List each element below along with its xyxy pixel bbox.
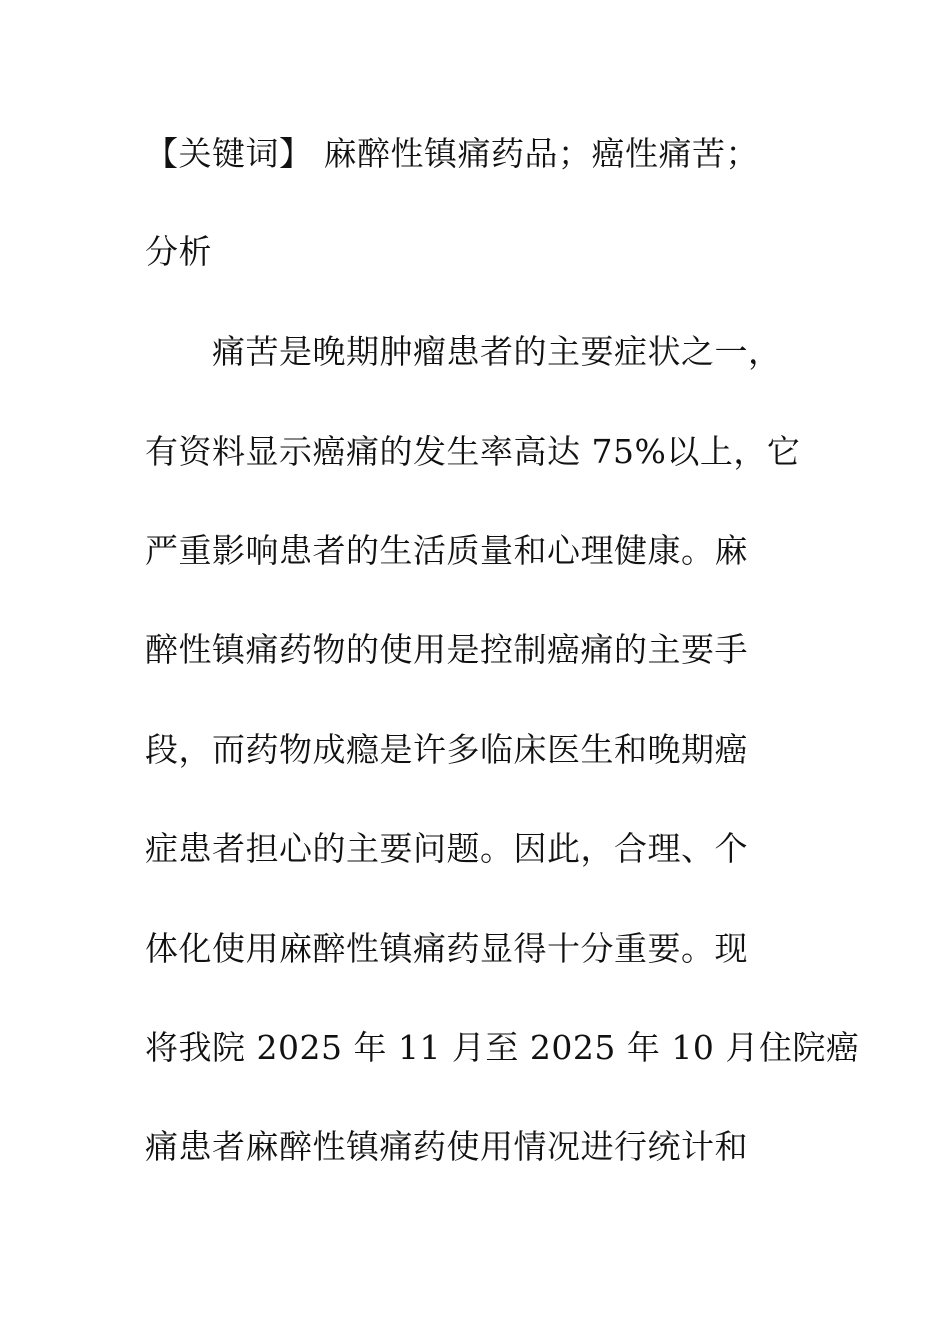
paragraph-line-9: 痛患者麻醉性镇痛药使用情况进行统计和 xyxy=(145,1127,748,1166)
paragraph-line-3: 严重影响患者的生活质量和心理健康。麻 xyxy=(145,531,748,570)
paragraph-line-1: 痛苦是晚期肿瘤患者的主要症状之一， xyxy=(212,332,782,371)
paragraph-line-2: 有资料显示癌痛的发生率高达 75%以上，它 xyxy=(145,432,801,471)
paragraph-line-4: 醉性镇痛药物的使用是控制癌痛的主要手 xyxy=(145,630,748,669)
paragraph-line-5: 段，而药物成瘾是许多临床医生和晚期癌 xyxy=(145,730,748,769)
paragraph-line-6: 症患者担心的主要问题。因此，合理、个 xyxy=(145,829,748,868)
paragraph-line-7: 体化使用麻醉性镇痛药显得十分重要。现 xyxy=(145,929,748,968)
paragraph-line-8: 将我院 2025 年 11 月至 2025 年 10 月住院癌 xyxy=(145,1028,860,1067)
keywords-line: 【关键词】 麻醉性镇痛药品；癌性痛苦； xyxy=(145,134,759,173)
keywords-line-continued: 分析 xyxy=(145,232,212,271)
